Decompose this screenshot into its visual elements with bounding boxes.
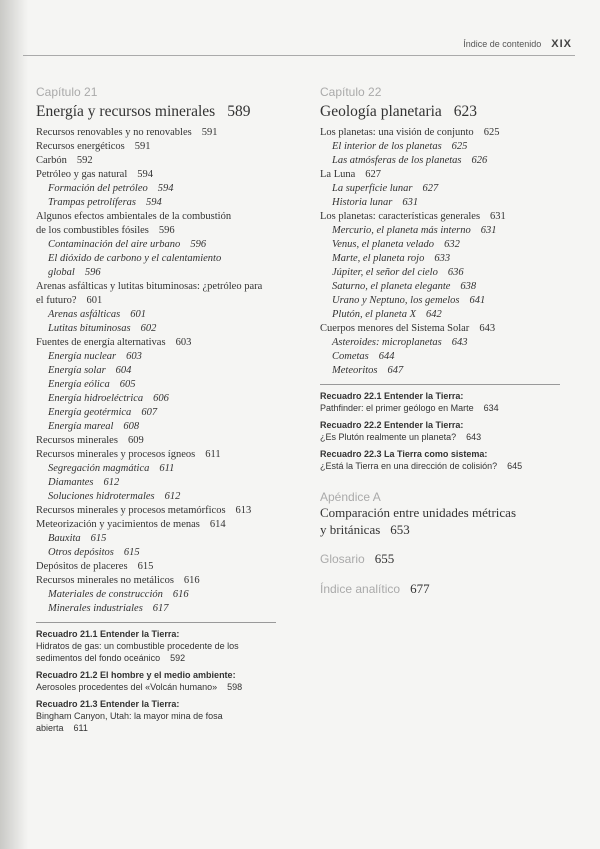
entry-page: 592 bbox=[76, 155, 93, 166]
entry-page: 644 bbox=[378, 351, 395, 362]
box-heading: Recuadro 21.2 El hombre y el medio ambiente: bbox=[36, 670, 236, 680]
entry-page: 611 bbox=[159, 463, 175, 474]
toc-entry[interactable] bbox=[36, 504, 276, 518]
box-text-last bbox=[320, 402, 560, 414]
entry-title: Energía solar bbox=[48, 365, 106, 376]
toc-entry[interactable] bbox=[36, 224, 276, 238]
toc-subentry[interactable] bbox=[320, 224, 560, 238]
toc-entry[interactable] bbox=[36, 154, 276, 168]
feature-box-entry[interactable] bbox=[320, 419, 560, 443]
toc-subentry[interactable] bbox=[36, 462, 276, 476]
entry-page: 591 bbox=[134, 141, 151, 152]
box-text-last bbox=[320, 460, 560, 472]
entry-page: 625 bbox=[451, 141, 468, 152]
entry-title: Arenas asfálticas y lutitas bituminosas: ¿petróleo para bbox=[36, 281, 263, 292]
toc-subentry[interactable] bbox=[36, 378, 276, 392]
toc-subentry[interactable] bbox=[320, 294, 560, 308]
entry-title: Carbón bbox=[36, 155, 67, 166]
feature-box-entry[interactable] bbox=[320, 448, 560, 472]
chapter-22-column bbox=[320, 84, 560, 598]
page-number: XIX bbox=[551, 38, 572, 50]
entry-page: 642 bbox=[426, 309, 442, 320]
entry-title: Energía nuclear bbox=[48, 351, 117, 362]
entry-page: 625 bbox=[483, 127, 500, 138]
toc-subentry[interactable] bbox=[36, 350, 276, 364]
entry-page: 612 bbox=[103, 477, 120, 488]
entry-page: 594 bbox=[146, 197, 162, 208]
toc-list bbox=[36, 126, 276, 616]
appendix-label: Apéndice A bbox=[320, 490, 381, 504]
entry-title: Trampas petrolíferas bbox=[48, 197, 136, 208]
feature-box-entry[interactable] bbox=[36, 628, 276, 664]
box-text: ¿Está la Tierra en una dirección de colisión? bbox=[320, 461, 498, 471]
entry-title: Asteroides: microplanetas bbox=[332, 337, 442, 348]
toc-subentry[interactable] bbox=[320, 238, 560, 252]
entry-page: 615 bbox=[137, 561, 154, 572]
toc-subentry[interactable] bbox=[36, 196, 276, 210]
feature-box-entry[interactable] bbox=[36, 669, 276, 693]
toc-subentry[interactable] bbox=[36, 308, 276, 322]
entry-page: 647 bbox=[387, 365, 404, 376]
box-page: 643 bbox=[466, 432, 482, 442]
entry-title: Minerales industriales bbox=[48, 603, 143, 614]
entry-title: Júpiter, el señor del cielo bbox=[332, 267, 438, 278]
entry-title: Los planetas: características generales bbox=[320, 211, 481, 222]
entry-page: 591 bbox=[201, 127, 218, 138]
entry-title: La Luna bbox=[320, 169, 356, 180]
box-heading: Recuadro 21.3 Entender la Tierra: bbox=[36, 699, 180, 709]
box-page: 592 bbox=[170, 653, 186, 663]
appendix-page: 653 bbox=[390, 522, 410, 537]
toc-subentry[interactable] bbox=[36, 322, 276, 336]
box-page: 645 bbox=[507, 461, 523, 471]
chapter-page: 623 bbox=[453, 103, 478, 120]
toc-subentry[interactable] bbox=[320, 140, 560, 154]
toc-entry[interactable] bbox=[36, 140, 276, 154]
entry-page: 636 bbox=[447, 267, 464, 278]
entry-title: Historia lunar bbox=[332, 197, 393, 208]
toc-subentry[interactable] bbox=[36, 602, 276, 616]
box-text-last bbox=[36, 681, 276, 693]
toc-entry[interactable] bbox=[36, 574, 276, 588]
toc-subentry[interactable] bbox=[36, 252, 276, 280]
toc-entry[interactable] bbox=[320, 322, 560, 336]
entry-title: Lutitas bituminosas bbox=[48, 323, 131, 334]
toc-subentry[interactable] bbox=[320, 196, 560, 210]
entry-title: Los planetas: una visión de conjunto bbox=[320, 127, 474, 138]
entry-page: 641 bbox=[469, 295, 486, 306]
box-text: sedimentos del fondo oceánico bbox=[36, 653, 161, 663]
entry-page: 607 bbox=[141, 407, 158, 418]
entry-title: Algunos efectos ambientales de la combustión bbox=[36, 211, 232, 222]
entry-title: Fuentes de energía alternativas bbox=[36, 337, 166, 348]
toc-subentry[interactable] bbox=[36, 588, 276, 602]
entry-title: Soluciones hidrotermales bbox=[48, 491, 155, 502]
entry-page: 616 bbox=[183, 575, 200, 586]
toc-subentry[interactable] bbox=[320, 336, 560, 350]
toc-entry[interactable] bbox=[36, 560, 276, 574]
toc-subentry[interactable] bbox=[320, 154, 560, 168]
feature-box-entry[interactable] bbox=[320, 390, 560, 414]
toc-subentry[interactable] bbox=[320, 266, 560, 280]
entry-page: 638 bbox=[460, 281, 477, 292]
box-page: 634 bbox=[483, 403, 499, 413]
entry-title: Plutón, el planeta X bbox=[332, 309, 416, 320]
entry-title: Segregación magmática bbox=[48, 463, 150, 474]
entry-title: Energía mareal bbox=[48, 421, 114, 432]
box-text: Hidratos de gas: un combustible procedente de los bbox=[36, 641, 239, 651]
box-list bbox=[320, 384, 560, 472]
toc-subentry[interactable] bbox=[320, 252, 560, 266]
entry-page: 631 bbox=[480, 225, 497, 236]
box-text-last bbox=[320, 431, 560, 443]
toc-entry[interactable] bbox=[320, 126, 560, 140]
entry-page: 626 bbox=[471, 155, 488, 166]
box-text: abierta bbox=[36, 723, 64, 733]
box-page: 611 bbox=[73, 723, 88, 733]
toc-subentry[interactable] bbox=[320, 280, 560, 294]
entry-page: 611 bbox=[205, 449, 221, 460]
toc-entry[interactable] bbox=[36, 294, 276, 308]
appendix-title-line2: y británicas bbox=[320, 522, 381, 537]
entry-page: 603 bbox=[126, 351, 142, 362]
toc-entry[interactable] bbox=[36, 448, 276, 462]
entry-title: Meteorización y yacimientos de menas bbox=[36, 519, 200, 530]
entry-title: Cometas bbox=[332, 351, 369, 362]
entry-title: Bauxita bbox=[48, 533, 81, 544]
entry-page: 601 bbox=[130, 309, 146, 320]
chapter-page: 589 bbox=[227, 103, 251, 120]
entry-page: 633 bbox=[434, 253, 451, 264]
chapter-21-column bbox=[36, 84, 276, 739]
toc-subentry[interactable] bbox=[320, 350, 560, 364]
box-text-last bbox=[36, 722, 276, 734]
toc-subentry[interactable] bbox=[36, 364, 276, 378]
toc-subentry[interactable] bbox=[36, 420, 276, 434]
entry-page: 617 bbox=[152, 603, 169, 614]
page-gutter-shadow bbox=[0, 0, 28, 849]
index-label: Índice analítico bbox=[320, 582, 401, 596]
toc-entry[interactable] bbox=[320, 210, 560, 224]
toc-subentry[interactable] bbox=[36, 476, 276, 490]
toc-entry[interactable] bbox=[36, 168, 276, 182]
chapter-title-text: Energía y recursos minerales bbox=[36, 103, 216, 120]
entry-title: Recursos minerales bbox=[36, 435, 118, 446]
entry-page: 615 bbox=[123, 547, 140, 558]
toc-subentry[interactable] bbox=[36, 406, 276, 420]
entry-page: 613 bbox=[235, 505, 252, 516]
entry-title: Petróleo y gas natural bbox=[36, 169, 128, 180]
toc-entry[interactable] bbox=[36, 210, 276, 224]
entry-title: Recursos renovables y no renovables bbox=[36, 127, 192, 138]
chapter-title[interactable] bbox=[320, 101, 560, 122]
toc-subentry[interactable] bbox=[36, 392, 276, 406]
toc-entry[interactable] bbox=[36, 434, 276, 448]
entry-page: 616 bbox=[172, 589, 189, 600]
entry-title: El dióxido de carbono y el calentamiento global bbox=[48, 253, 222, 278]
chapter-title-text: Geología planetaria bbox=[320, 103, 442, 120]
toc-subentry[interactable] bbox=[320, 364, 560, 378]
chapter-label: Capítulo 22 bbox=[320, 85, 382, 99]
toc-entry[interactable] bbox=[36, 126, 276, 140]
entry-title: Energía geotérmica bbox=[48, 407, 132, 418]
toc-subentry[interactable] bbox=[36, 238, 276, 252]
box-text: Bingham Canyon, Utah: la mayor mina de fosa bbox=[36, 711, 223, 721]
entry-page: 631 bbox=[490, 211, 506, 222]
entry-page: 627 bbox=[422, 183, 439, 194]
box-text: Pathfinder: el primer geólogo en Marte bbox=[320, 403, 474, 413]
entry-page: 604 bbox=[115, 365, 132, 376]
entry-title: Meteoritos bbox=[332, 365, 378, 376]
entry-title: Recursos minerales no metálicos bbox=[36, 575, 174, 586]
entry-page: 632 bbox=[444, 239, 460, 250]
toc-subentry[interactable] bbox=[36, 532, 276, 546]
appendix-title[interactable] bbox=[320, 504, 560, 538]
toc-subentry[interactable] bbox=[36, 182, 276, 196]
entry-page: 614 bbox=[209, 519, 226, 530]
box-heading: Recuadro 22.3 La Tierra como sistema: bbox=[320, 449, 488, 459]
appendix-section bbox=[320, 490, 560, 598]
box-text: ¿Es Plutón realmente un planeta? bbox=[320, 432, 457, 442]
glossary-entry[interactable] bbox=[320, 550, 560, 568]
glossary-page: 655 bbox=[374, 551, 395, 566]
entry-page: 609 bbox=[127, 435, 144, 446]
box-heading: Recuadro 22.2 Entender la Tierra: bbox=[320, 420, 464, 430]
entry-page: 594 bbox=[157, 183, 174, 194]
toc-subentry[interactable] bbox=[36, 546, 276, 560]
toc-subentry[interactable] bbox=[36, 490, 276, 504]
entry-page: 615 bbox=[90, 533, 107, 544]
toc-subentry[interactable] bbox=[320, 308, 560, 322]
entry-title: Mercurio, el planeta más interno bbox=[332, 225, 471, 236]
entry-page: 605 bbox=[119, 379, 136, 390]
entry-page: 608 bbox=[123, 421, 140, 432]
entry-title: Cuerpos menores del Sistema Solar bbox=[320, 323, 470, 334]
entry-title: Energía eólica bbox=[48, 379, 110, 390]
entry-title: Depósitos de placeres bbox=[36, 561, 128, 572]
entry-page: 594 bbox=[137, 169, 154, 180]
entry-title: La superficie lunar bbox=[332, 183, 413, 194]
toc-list bbox=[320, 126, 560, 378]
entry-title: el futuro? bbox=[36, 295, 77, 306]
chapter-label: Capítulo 21 bbox=[36, 85, 98, 99]
toc-entry[interactable] bbox=[320, 168, 560, 182]
box-heading: Recuadro 22.1 Entender la Tierra: bbox=[320, 391, 464, 401]
entry-title: Formación del petróleo bbox=[48, 183, 148, 194]
entry-title: Recursos energéticos bbox=[36, 141, 125, 152]
entry-title: Energía hidroeléctrica bbox=[48, 393, 144, 404]
entry-title: Recursos minerales y procesos ígneos bbox=[36, 449, 196, 460]
entry-title: Contaminación del aire urbano bbox=[48, 239, 181, 250]
entry-title: Las atmósferas de los planetas bbox=[332, 155, 462, 166]
entry-page: 603 bbox=[175, 337, 192, 348]
appendix-title-line1: Comparación entre unidades métricas bbox=[320, 505, 517, 520]
header-rule bbox=[23, 55, 575, 56]
entry-title: El interior de los planetas bbox=[332, 141, 442, 152]
entry-page: 596 bbox=[190, 239, 207, 250]
glossary-label: Glosario bbox=[320, 552, 365, 566]
entry-page: 596 bbox=[158, 225, 175, 236]
entry-title: Marte, el planeta rojo bbox=[332, 253, 425, 264]
entry-page: 612 bbox=[164, 491, 181, 502]
box-heading: Recuadro 21.1 Entender la Tierra: bbox=[36, 629, 180, 639]
entry-title: Urano y Neptuno, los gemelos bbox=[332, 295, 460, 306]
entry-page: 643 bbox=[451, 337, 468, 348]
entry-title: Materiales de construcción bbox=[48, 589, 163, 600]
entry-page: 596 bbox=[84, 267, 101, 278]
box-text: Aerosoles procedentes del «Volcán humano» bbox=[36, 682, 218, 692]
entry-title: Recursos minerales y procesos metamórficos bbox=[36, 505, 226, 516]
running-header bbox=[463, 38, 572, 50]
entry-title: Otros depósitos bbox=[48, 547, 114, 558]
entry-page: 643 bbox=[479, 323, 496, 334]
index-entry[interactable] bbox=[320, 580, 560, 598]
feature-box-entry[interactable] bbox=[36, 698, 276, 734]
header-title: Índice de contenido bbox=[463, 39, 542, 49]
toc-entry[interactable] bbox=[36, 518, 276, 532]
entry-title: Diamantes bbox=[48, 477, 94, 488]
entry-title: Saturno, el planeta elegante bbox=[332, 281, 451, 292]
toc-entry[interactable] bbox=[36, 280, 276, 294]
entry-title: de los combustibles fósiles bbox=[36, 225, 149, 236]
box-list bbox=[36, 622, 276, 734]
entry-title: Venus, el planeta velado bbox=[332, 239, 435, 250]
toc-entry[interactable] bbox=[36, 336, 276, 350]
entry-title: Arenas asfálticas bbox=[48, 309, 121, 320]
box-text-last bbox=[36, 652, 276, 664]
entry-page: 631 bbox=[402, 197, 419, 208]
entry-page: 602 bbox=[140, 323, 157, 334]
index-page: 677 bbox=[410, 581, 430, 596]
toc-subentry[interactable] bbox=[320, 182, 560, 196]
entry-page: 606 bbox=[153, 393, 169, 404]
box-page: 598 bbox=[227, 682, 243, 692]
chapter-title[interactable] bbox=[36, 101, 276, 122]
entry-page: 627 bbox=[365, 169, 382, 180]
entry-page: 601 bbox=[86, 295, 103, 306]
